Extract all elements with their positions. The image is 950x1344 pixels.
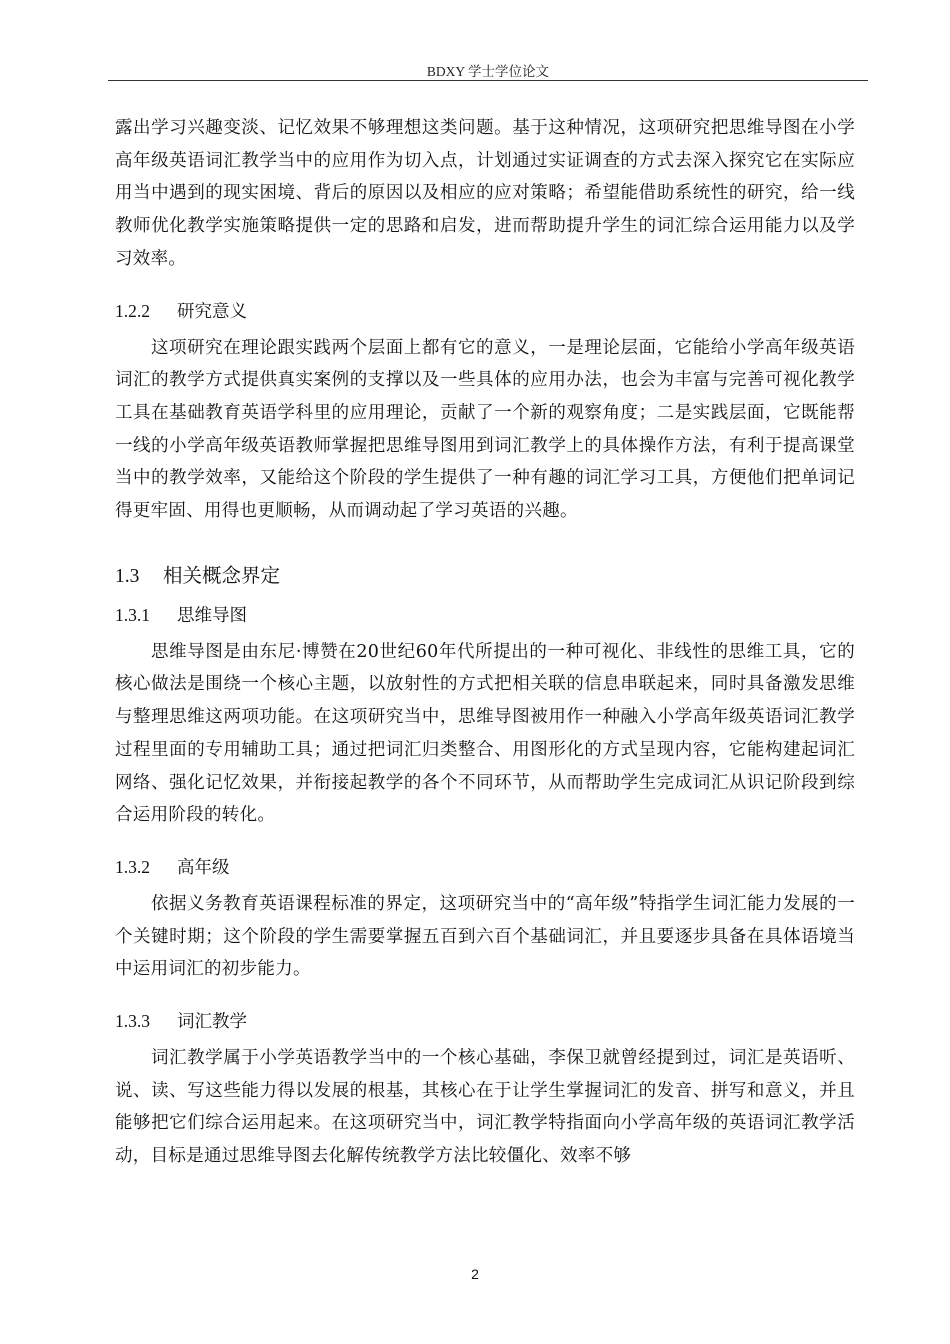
paragraph-continuation: 露出学习兴趣变淡、记忆效果不够理想这类问题。基于这种情况，这项研究把思维导图在小学高年级英语词汇教学当中的应用作为切入点，计划通过实证调查的方式去深入探究它在实际应用当中遇到的现实困境、背后的原因以及相应的应对策略；希望能借助系统性的研究，给一线教师优化教学实施策略提供一定的思路和启发，进而帮助提升学生的词汇综合运用能力以及学习效率。 (115, 118, 855, 269)
heading-title: 词汇教学 (177, 1012, 247, 1033)
heading-1-2-2 (115, 298, 855, 324)
heading-number: 1.3 (115, 565, 140, 587)
heading-1-3-3 (115, 1008, 855, 1034)
paragraph-mind-map: 思维导图是由东尼·博赞在20世纪60年代所提出的一种可视化、非线性的思维工具，它的核心做法是围绕一个核心主题，以放射性的方式把相关联的信息串联起来，同时具备激发思维与整理思维这两项功能。在这项研究当中，思维导图被用作一种融入小学高年级英语词汇教学过程里面的专用辅助工具；通过把词汇归类整合、用图形化的方式呈现内容，它能构建起词汇网络、强化记忆效果，并衔接起教学的各个不同环节，从而帮助学生完成词汇从识记阶段到综合运用阶段的转化。 (115, 641, 855, 826)
heading-title: 相关概念界定 (163, 563, 281, 587)
heading-number: 1.2.2 (115, 300, 150, 321)
paragraph-vocabulary-teaching: 词汇教学属于小学英语教学当中的一个核心基础，李保卫就曾经提到过，词汇是英语听、说、读、写这些能力得以发展的根基，其核心在于让学生掌握词汇的发音、拼写和意义，并且能够把它们综合运用起来。在这项研究当中，词汇教学特指面向小学高年级的英语词汇教学活动，目标是通过思维导图去化解传统教学方法比较僵化、效率不够 (115, 1048, 855, 1167)
heading-number: 1.3.3 (115, 1011, 150, 1032)
running-header: BDXY 学士学位论文 (426, 64, 550, 79)
paragraph-upper-grades: 依据义务教育英语课程标准的界定，这项研究当中的“高年级”特指学生词汇能力发展的一个关键时期；这个阶段的学生需要掌握五百到六百个基础词汇，并且要逐步具备在具体语境当中运用词汇的初步能力。 (115, 893, 855, 980)
header-divider (108, 80, 868, 81)
heading-title: 高年级 (177, 857, 230, 878)
heading-number: 1.3.1 (115, 604, 150, 625)
heading-title: 研究意义 (177, 301, 247, 322)
heading-1-3-1 (115, 602, 855, 628)
heading-1-3-2 (115, 854, 855, 880)
paragraph-research-significance: 这项研究在理论跟实践两个层面上都有它的意义，一是理论层面，它能给小学高年级英语词汇的教学方式提供真实案例的支撑以及一些具体的应用办法，也会为丰富与完善可视化教学工具在基础教育英语学科里的应用理论，贡献了一个新的观察角度；二是实践层面，它既能帮一线的小学高年级英语教师掌握把思维导图用到词汇教学上的具体操作方法，有利于提高课堂当中的教学效率，又能给这个阶段的学生提供了一种有趣的词汇学习工具，方便他们把单词记得更牢固、用得也更顺畅，从而调动起了学习英语的兴趣。 (115, 337, 855, 522)
heading-title: 思维导图 (177, 605, 247, 626)
heading-1-3 (115, 562, 855, 590)
page-number: 2 (471, 1266, 479, 1282)
heading-number: 1.3.2 (115, 856, 150, 877)
page-body (115, 112, 855, 1173)
